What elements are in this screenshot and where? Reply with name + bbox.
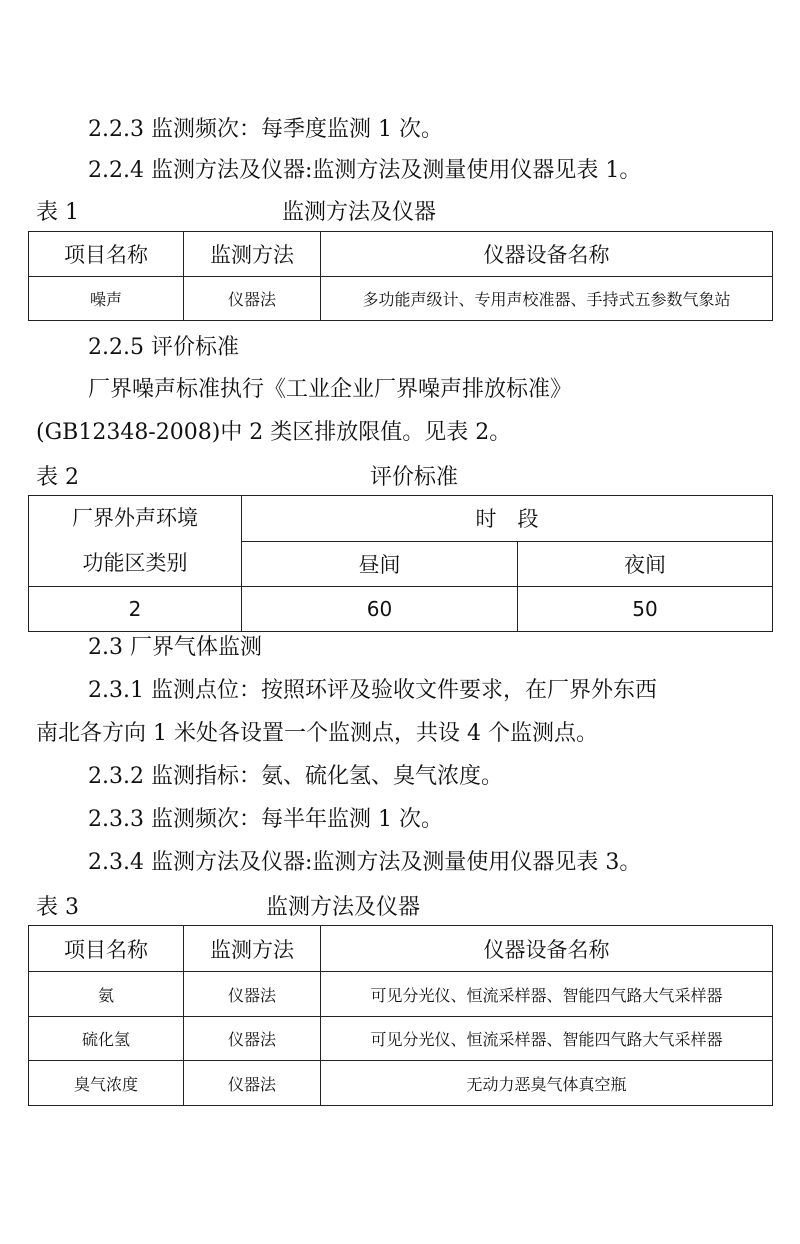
table-cell: 50 — [518, 587, 773, 632]
paragraph-2-2-4: 2.2.4 监测方法及仪器:监测方法及测量使用仪器见表 1。 — [88, 158, 642, 183]
table1-header-row — [29, 232, 773, 277]
table-row — [29, 1017, 773, 1061]
table-cell: 可见分光仪、恒流采样器、智能四气路大气采样器 — [321, 972, 773, 1017]
table1-header-cell: 项目名称 — [29, 232, 184, 277]
paragraph-2-3: 2.3 厂界气体监测 — [88, 635, 262, 660]
table-row — [29, 587, 773, 632]
table1-caption — [36, 198, 772, 228]
table-cell: 仪器法 — [184, 1017, 321, 1061]
paragraph-noise-standard-cont: (GB12348-2008)中 2 类区排放限值。见表 2。 — [36, 420, 512, 445]
table-cell: 噪声 — [29, 277, 184, 321]
table-row — [29, 277, 773, 321]
table-row — [29, 1061, 773, 1106]
table2-title: 评价标准 — [370, 465, 459, 490]
table-cell: 2 — [29, 587, 242, 632]
table2-header-category — [29, 496, 242, 587]
table-cell: 无动力恶臭气体真空瓶 — [321, 1061, 773, 1106]
table3-header-cell: 项目名称 — [29, 926, 184, 972]
table3-caption — [36, 893, 772, 923]
table3-title: 监测方法及仪器 — [266, 895, 421, 920]
table2-header-row — [29, 496, 773, 542]
table1 — [28, 231, 773, 321]
table-cell: 仪器法 — [184, 277, 321, 321]
paragraph-noise-standard: 厂界噪声标准执行《工业企业厂界噪声排放标准》 — [88, 377, 573, 402]
table2-header-category-line2: 功能区类别 — [82, 551, 188, 575]
table1-header-cell: 监测方法 — [184, 232, 321, 277]
table1-title: 监测方法及仪器 — [282, 200, 437, 225]
table2-subheader-day: 昼间 — [242, 541, 518, 587]
table2-header-category-line1: 厂界外声环境 — [72, 506, 198, 530]
table2-subheader-night: 夜间 — [518, 541, 773, 587]
table2 — [28, 495, 773, 632]
paragraph-2-3-1-cont: 南北各方向 1 米处各设置一个监测点，共设 4 个监测点。 — [36, 721, 598, 746]
table-cell: 仪器法 — [184, 1061, 321, 1106]
table3-header-row — [29, 926, 773, 972]
paragraph-2-3-3: 2.3.3 监测频次：每半年监测 1 次。 — [88, 807, 443, 832]
paragraph-2-3-4: 2.3.4 监测方法及仪器:监测方法及测量使用仪器见表 3。 — [88, 850, 642, 875]
table2-header-period: 时 段 — [242, 496, 773, 542]
table-cell: 硫化氢 — [29, 1017, 184, 1061]
table3-header-cell: 监测方法 — [184, 926, 321, 972]
table3-label: 表 3 — [36, 895, 79, 920]
paragraph-2-3-1: 2.3.1 监测点位：按照环评及验收文件要求，在厂界外东西 — [88, 678, 657, 703]
paragraph-2-3-2: 2.3.2 监测指标：氨、硫化氢、臭气浓度。 — [88, 764, 503, 789]
table-cell: 臭气浓度 — [29, 1061, 184, 1106]
table-cell: 60 — [242, 587, 518, 632]
table-row — [29, 972, 773, 1017]
table-cell: 仪器法 — [184, 972, 321, 1017]
table2-caption — [36, 463, 772, 493]
table2-label: 表 2 — [36, 465, 79, 490]
paragraph-2-2-3: 2.2.3 监测频次：每季度监测 1 次。 — [88, 117, 443, 142]
table3-header-cell: 仪器设备名称 — [321, 926, 773, 972]
table-cell: 氨 — [29, 972, 184, 1017]
table-cell: 多功能声级计、专用声校准器、手持式五参数气象站 — [321, 277, 773, 321]
table1-label: 表 1 — [36, 200, 79, 225]
paragraph-2-2-5: 2.2.5 评价标准 — [88, 335, 239, 360]
table3 — [28, 925, 773, 1106]
table1-header-cell: 仪器设备名称 — [321, 232, 773, 277]
table-cell: 可见分光仪、恒流采样器、智能四气路大气采样器 — [321, 1017, 773, 1061]
